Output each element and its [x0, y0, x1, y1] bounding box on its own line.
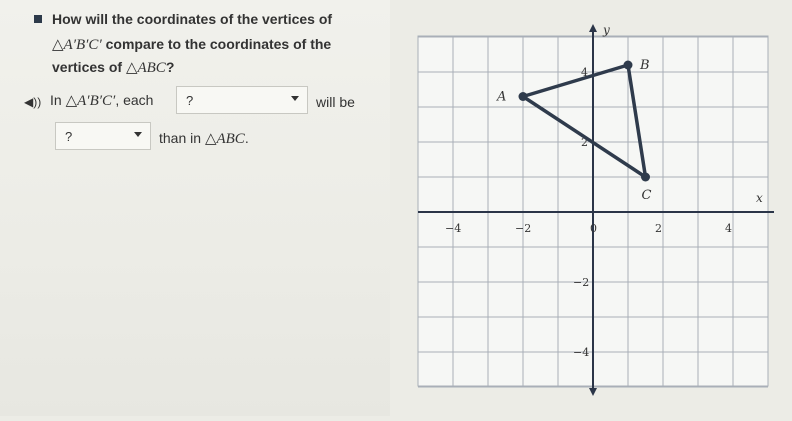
dropdown-2-value: ?	[65, 129, 73, 144]
bullet-icon	[34, 15, 42, 23]
vertex-label-b: B	[640, 58, 650, 73]
vertex-point-c[interactable]	[641, 173, 650, 182]
question-line-2	[52, 35, 331, 54]
y-tick-label: −4	[573, 346, 590, 359]
question-line-3-text: vertices of	[52, 59, 123, 75]
vertex-point-a[interactable]	[519, 92, 528, 101]
y-axis-arrow	[589, 24, 597, 32]
vertex-point-b[interactable]	[624, 61, 633, 70]
answer-will-be: will be	[316, 94, 355, 110]
x-tick-label: −2	[515, 222, 532, 235]
question-line-1: How will the coordinates of the vertices of	[52, 11, 333, 27]
coordinate-graph	[390, 0, 792, 416]
dropdown-1-value: ?	[186, 93, 194, 108]
answer-than-in: than in △ABC.	[159, 130, 249, 147]
y-tick-label: 4	[581, 66, 588, 79]
vertex-label-a: A	[497, 89, 507, 105]
dropdown-comparison[interactable]	[55, 122, 151, 150]
y-tick-label: −2	[573, 276, 590, 289]
answer-prefix: In △A′B′C′, each	[50, 92, 154, 109]
vertex-label-c: C	[641, 188, 652, 203]
question-triangle: △ABC	[125, 60, 166, 76]
x-tick-label: 0	[590, 222, 597, 235]
x-axis-label: x	[756, 191, 763, 205]
x-tick-label: 2	[655, 222, 662, 235]
y-tick-label: 2	[581, 136, 588, 149]
question-line-2-text: compare to the coordinates of the	[105, 36, 332, 52]
chevron-down-icon	[291, 96, 299, 101]
y-axis-label: y	[603, 23, 610, 37]
speaker-icon[interactable]: ◀))	[24, 95, 42, 109]
chevron-down-icon	[134, 132, 142, 137]
question-panel	[0, 0, 390, 416]
question-line-3: vertices of △ABC?	[52, 59, 175, 76]
question-triangle-prime: △A′B′C′	[52, 37, 102, 53]
y-axis-arrow-down	[589, 388, 597, 396]
x-tick-label: −4	[445, 222, 462, 235]
coordinate-plane	[390, 0, 792, 416]
dropdown-coordinate-change[interactable]	[176, 86, 308, 114]
x-tick-label: 4	[725, 222, 732, 235]
